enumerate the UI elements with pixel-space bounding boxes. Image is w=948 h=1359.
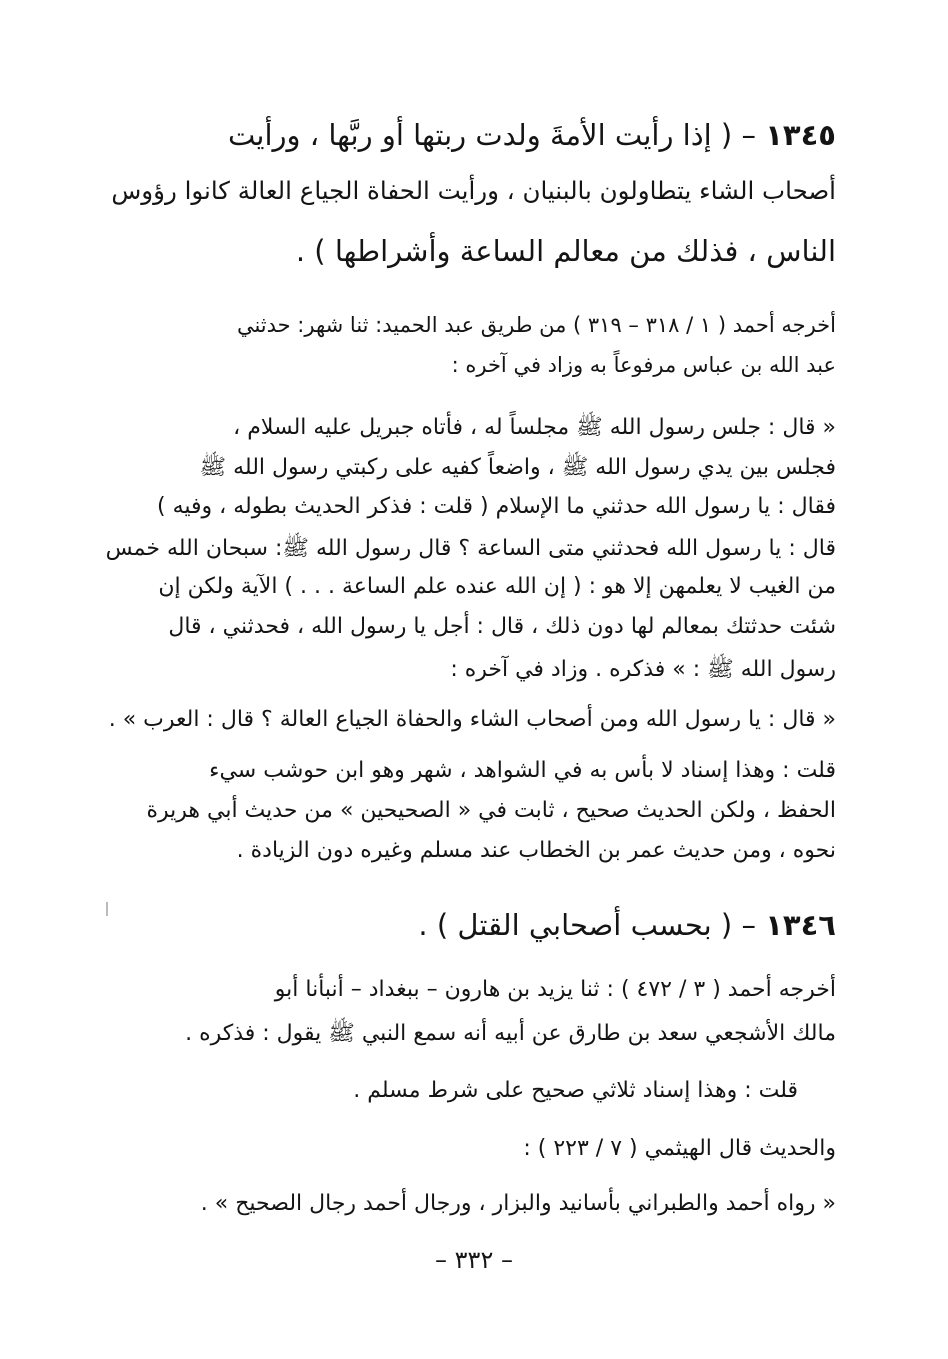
comment-line: قلت : وهذا إسناد ثلاثي صحيح على شرط مسلم . [353,1078,798,1103]
hadith-1345-line-3: الناس ، فذلك من معالم الساعة وأشراطها ) . [295,234,836,268]
quote-line: فقال : يا رسول الله حدثني ما الإسلام ( قلت : فذكر الحديث بطوله ، وفيه ) [157,494,836,519]
quote-line: فجلس بين يدي رسول الله ﷺ ، واضعاً كفيه على ركبتي رسول الله ﷺ [199,455,836,480]
takhrij-line: مالك الأشجعي سعد بن طارق عن أبيه أنه سمع النبي ﷺ يقول : فذكره . [185,1021,836,1046]
margin-mark [106,902,108,916]
comment-line: نحوه ، ومن حديث عمر بن الخطاب عند مسلم وغيره دون الزيادة . [236,838,836,863]
haythami-quote: « رواه أحمد والطبراني بأسانيد والبزار ، ورجال أحمد رجال الصحيح » . [200,1191,836,1216]
page-number: – ٣٣٢ – [435,1246,513,1274]
comment-line: الحفظ ، ولكن الحديث صحيح ، ثابت في « الصحيحين » من حديث أبي هريرة [146,798,836,823]
quote-line: قال : يا رسول الله فحدثني متى الساعة ؟ قال رسول الله ﷺ: سبحان الله خمس [105,536,836,561]
takhrij-line: عبد الله بن عباس مرفوعاً به وزاد في آخره : [451,353,836,377]
quote-line: « قال : جلس رسول الله ﷺ مجلساً له ، فأتاه جبريل عليه السلام ، [233,415,836,440]
quote-line: رسول الله ﷺ : » فذكره . وزاد في آخره : [450,657,836,682]
hadith-number: ١٣٤٥ [765,118,836,152]
hadith-1345-line-2: أصحاب الشاء يتطاولون بالبنيان ، ورأيت الحفاة الجياع العالة كانوا رؤوس [111,176,836,205]
hadith-1345-line-1 [228,118,836,152]
hadith-text: – ( بحسب أصحابي القتل ) . [418,908,756,942]
haythami-intro: والحديث قال الهيثمي ( ٧ / ٢٢٣ ) : [523,1136,836,1161]
hadith-1346-line [418,908,836,942]
quote-line: شئت حدثتك بمعالم لها دون ذلك ، قال : أجل يا رسول الله ، فحدثني ، قال [168,614,836,639]
quote-line: « قال : يا رسول الله ومن أصحاب الشاء والحفاة الجياع العالة ؟ قال : العرب » . [108,707,836,732]
quote-line: من الغيب لا يعلمهن إلا هو : ( إن الله عنده علم الساعة . . . ) الآية ولكن إن [158,574,836,599]
takhrij-line: أخرجه أحمد ( ٣ / ٤٧٢ ) : ثنا يزيد بن هارون – ببغداد – أنبأنا أبو [274,977,836,1002]
comment-line: قلت : وهذا إسناد لا بأس به في الشواهد ، شهر وهو ابن حوشب سيء [209,758,836,783]
hadith-text: – ( إذا رأيت الأمةَ ولدت ربتها أو ربَّها ، ورأيت [227,118,756,152]
hadith-number: ١٣٤٦ [765,908,836,942]
takhrij-line: أخرجه أحمد ( ١ / ٣١٨ – ٣١٩ ) من طريق عبد الحميد: ثنا شهر: حدثني [236,313,836,337]
